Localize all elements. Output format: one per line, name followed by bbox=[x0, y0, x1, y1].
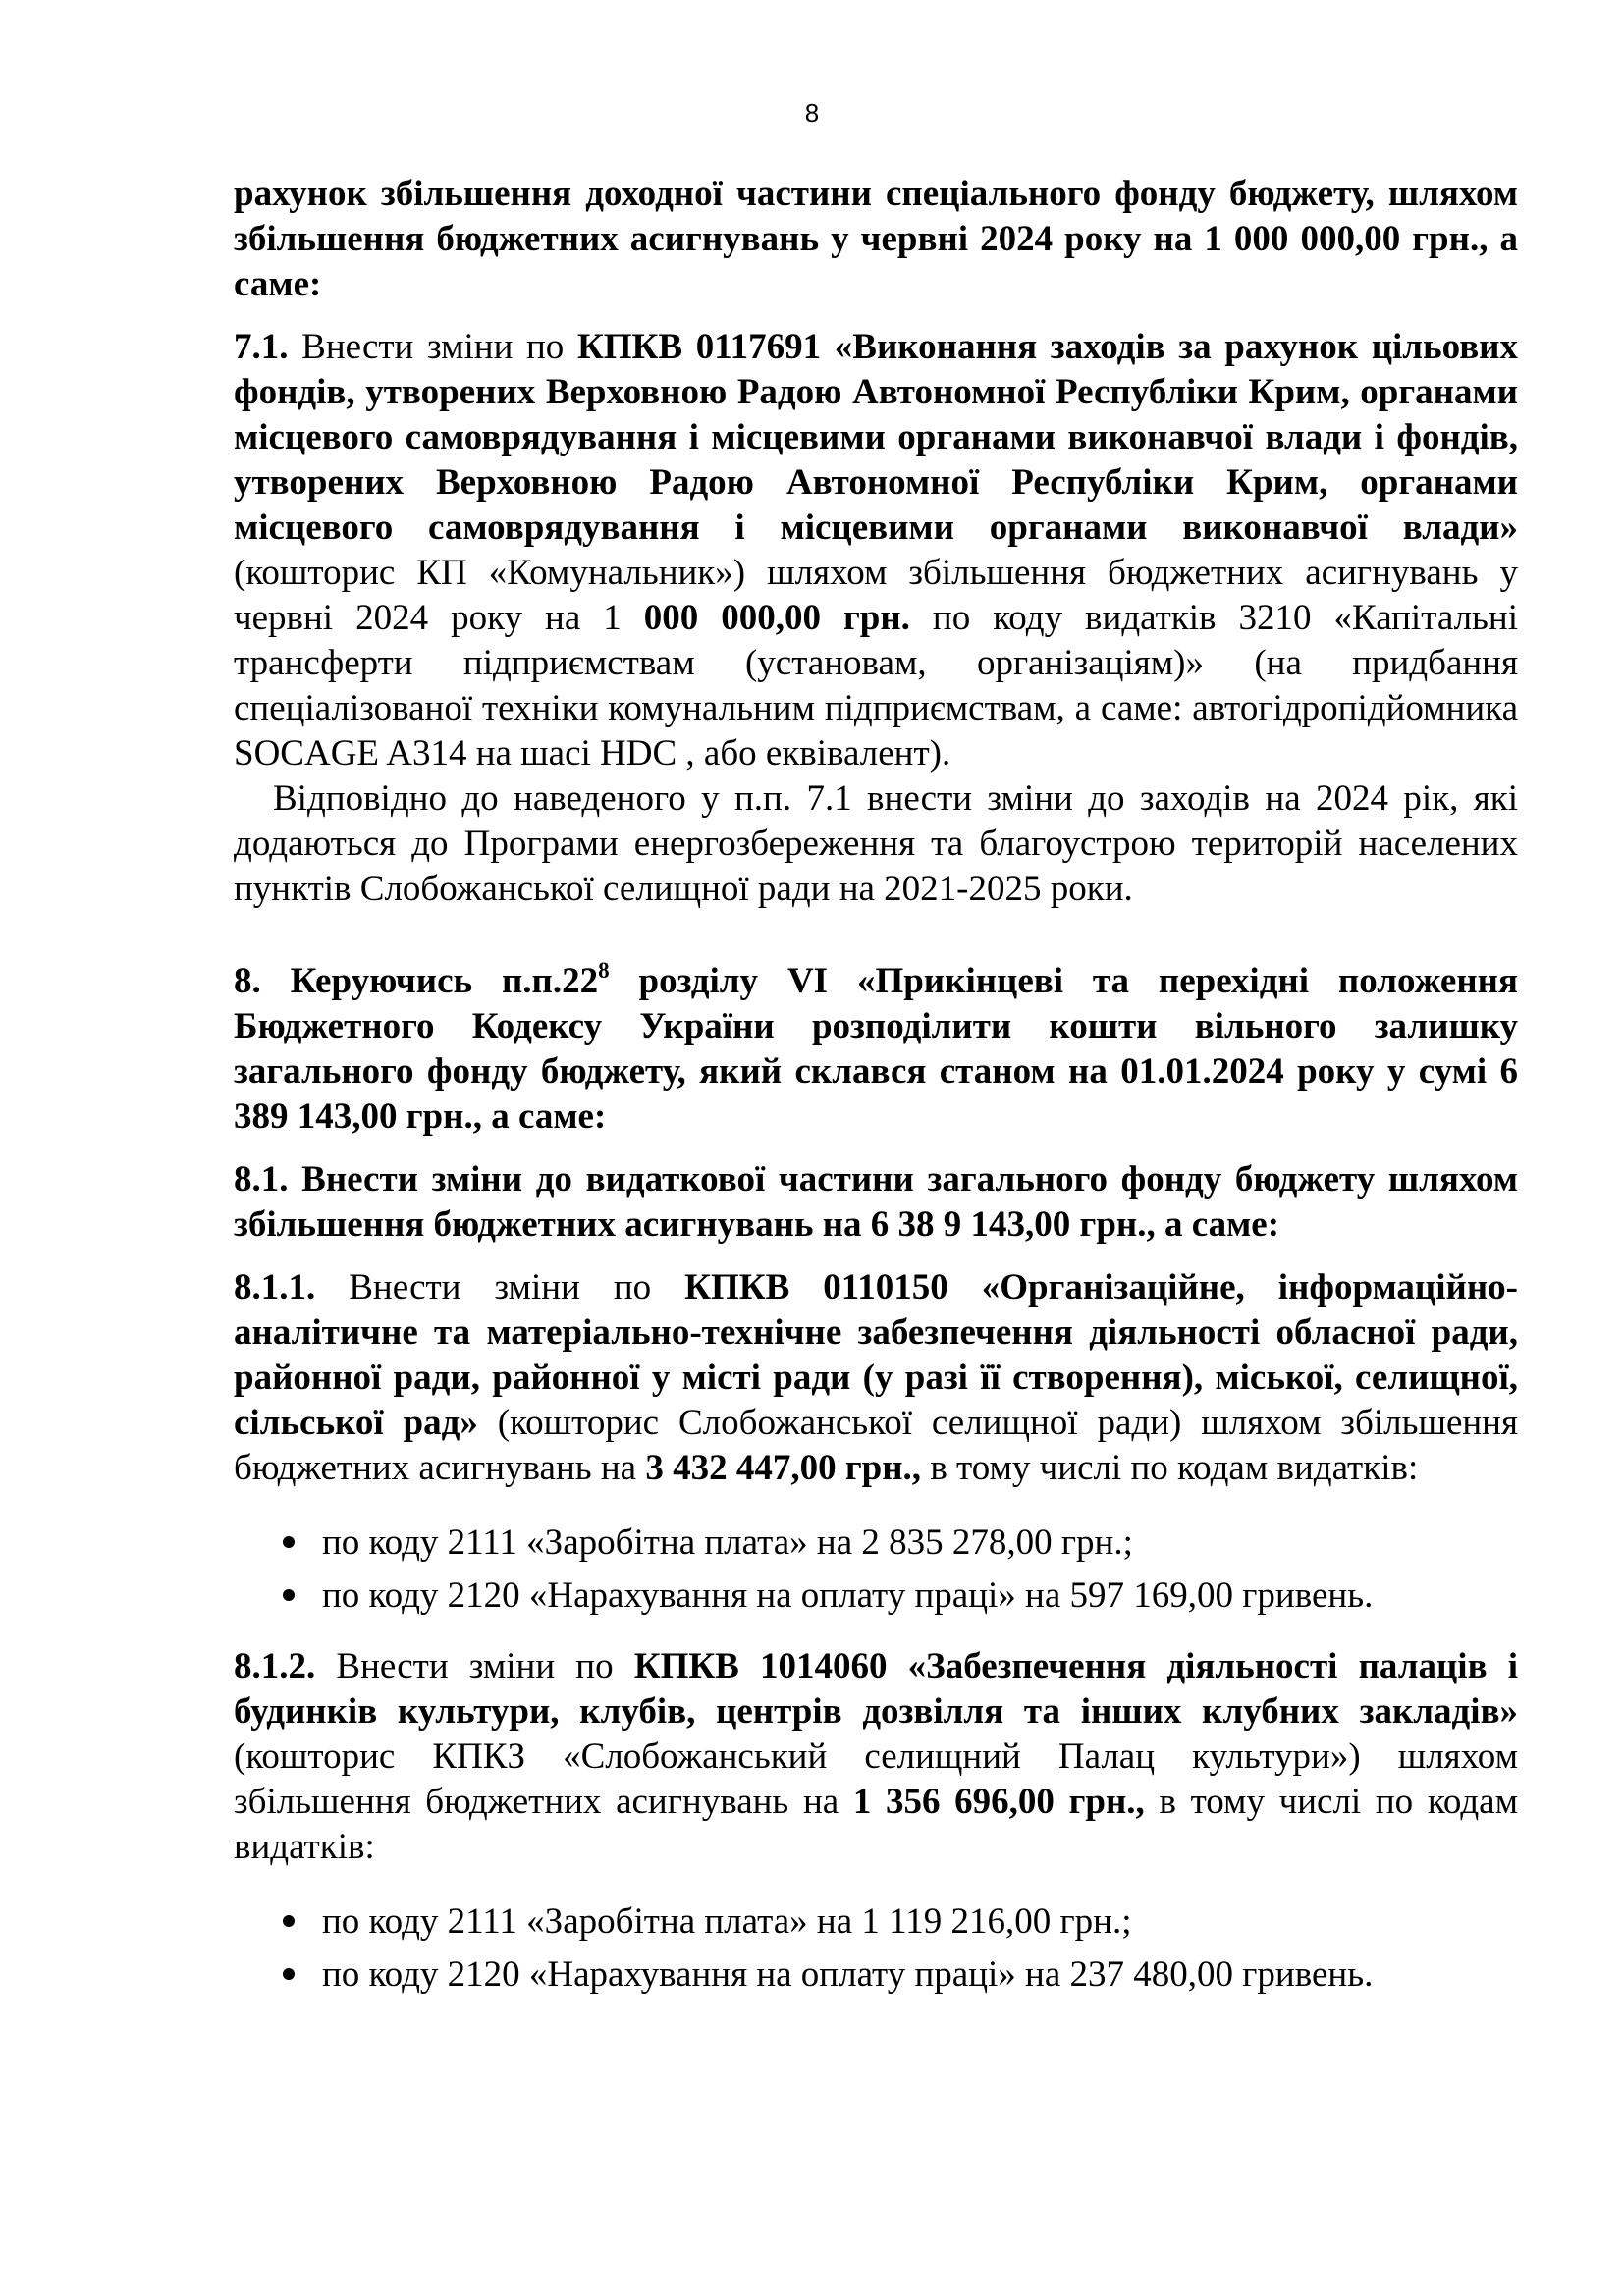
section-8-1-1-text-3: в тому числі по кодам видатків: bbox=[921, 1448, 1419, 1488]
section-8-1-2-amount: 1 356 696,00 грн., bbox=[852, 1782, 1145, 1822]
list-item bbox=[283, 1574, 1518, 1619]
section-8-1-1-text-1: Внести зміни по bbox=[315, 1267, 685, 1308]
section-8-1-1-number: 8.1.1. bbox=[234, 1267, 316, 1308]
intro-paragraph bbox=[234, 172, 1518, 307]
section-8-1-2-text-2: (кошторис КПКЗ «Слобожанський селищний Палац культури») шляхом збільшення бюджетних асигнувань на bbox=[234, 1736, 1518, 1822]
page-number: 8 bbox=[804, 98, 820, 128]
section-8 bbox=[234, 959, 1518, 1140]
list-item bbox=[283, 1521, 1518, 1566]
section-7-1-number: 7.1. bbox=[234, 327, 289, 367]
section-8-1-1-list bbox=[234, 1521, 1518, 1619]
section-7-note: Відповідно до наведеного у п.п. 7.1 внести зміни до заходів на 2024 рік, які додаються до Програми енергозбереження та благоустрою територій населених пунктів Слобожанської селищної ради на 2021-2025 роки. bbox=[234, 778, 1518, 909]
section-8-text-a: 8. Керуючись п.п.22 bbox=[234, 961, 599, 1001]
section-7-1-kpkv: КПКВ 0117691 «Виконання заходів за рахунок цільових фондів, утворених Верховною Радою Автономної Республіки Крим, органами місцевого самоврядування і місцевими органами виконавчої влади і фондів, утворених Верховною Радою Автономної Республіки Крим, органами місцевого самоврядування і місцевими органами виконавчої влади» bbox=[234, 327, 1518, 548]
section-8-superscript: 8 bbox=[598, 957, 610, 983]
section-8-1-1-amount: 3 432 447,00 грн., bbox=[645, 1448, 922, 1488]
section-8-1-2-kpkv: КПКВ 1014060 «Забезпечення діяльності палаців і будинків культури, клубів, центрів дозвілля та інших клубних закладів» bbox=[234, 1646, 1518, 1732]
section-8-text-b: розділу VI «Прикінцеві та перехідні положення Бюджетного Кодексу України розподілити кошти вільного залишку загального фонду бюджету, який склався станом на 01.01.2024 року у сумі 6 389 143,00 грн., а саме: bbox=[234, 961, 1519, 1137]
section-8-1 bbox=[234, 1157, 1518, 1248]
section-7-1-text-1: Внести зміни по bbox=[288, 327, 577, 367]
section-8-1-1-kpkv: КПКВ 0110150 «Організаційне, інформаційно-аналітичне та матеріально-технічне забезпечення діяльності обласної ради, районної ради, районної у місті ради (у разі її створення), міської, селищної, сільської рад» bbox=[234, 1267, 1518, 1443]
section-8-1-2-number: 8.1.2. bbox=[234, 1646, 316, 1686]
section-8-1-2-list bbox=[234, 1899, 1518, 1998]
section-8-1-2-text-1: Внести зміни по bbox=[315, 1646, 634, 1686]
section-8-1-2 bbox=[234, 1644, 1518, 1870]
bullet-icon bbox=[283, 1536, 295, 1548]
intro-text: рахунок збільшення доходної частини спеціального фонду бюджету, шляхом збільшення бюджетних асигнувань у червні 2024 року на 1 000 000,00 грн., а саме: bbox=[234, 174, 1518, 304]
section-8-1-text: 8.1. Внести зміни до видаткової частини загального фонду бюджету шляхом збільшення бюджетних асигнувань на 6 38 9 143,00 грн., а саме: bbox=[234, 1159, 1518, 1245]
section-7-1-text-2: (кошторис КП «Комунальник») шляхом збільшення бюджетних асигнувань у червні 2024 року на 1 bbox=[234, 553, 1518, 638]
section-7-1-text-3: по коду видатків 3210 «Капітальні трансферти підприємствам (установам, організаціям)» (на придбання спеціалізованої техніки комунальним підприємствам, а саме: автогідропідйомника SOCAGE A314 на шасі HDC , або еквівалент). bbox=[234, 598, 1518, 774]
bullet-icon bbox=[283, 1915, 295, 1927]
section-7-1 bbox=[234, 325, 1518, 776]
list-item bbox=[283, 1952, 1518, 1998]
bullet-icon bbox=[283, 1968, 295, 1980]
section-8-1-2-text-3: в тому числі по кодам видатків: bbox=[234, 1782, 1519, 1867]
list-item-text: по коду 2111 «Заробітна плата» на 2 835 278,00 грн.; bbox=[322, 1522, 1133, 1563]
section-7-1-amount: 000 000,00 грн. bbox=[643, 598, 910, 638]
section-8-1-1 bbox=[234, 1265, 1518, 1491]
bullet-icon bbox=[283, 1589, 295, 1601]
document-body bbox=[234, 172, 1518, 2005]
list-item-text: по коду 2120 «Нарахування на оплату праці» на 237 480,00 гривень. bbox=[322, 1954, 1374, 1995]
list-item-text: по коду 2120 «Нарахування на оплату праці» на 597 169,00 гривень. bbox=[322, 1575, 1374, 1616]
list-item-text: по коду 2111 «Заробітна плата» на 1 119 216,00 грн.; bbox=[322, 1901, 1132, 1942]
list-item bbox=[283, 1899, 1518, 1945]
section-8-1-1-text-2: (кошторис Слобожанської селищної ради) шляхом збільшення бюджетних асигнувань на bbox=[234, 1403, 1518, 1488]
